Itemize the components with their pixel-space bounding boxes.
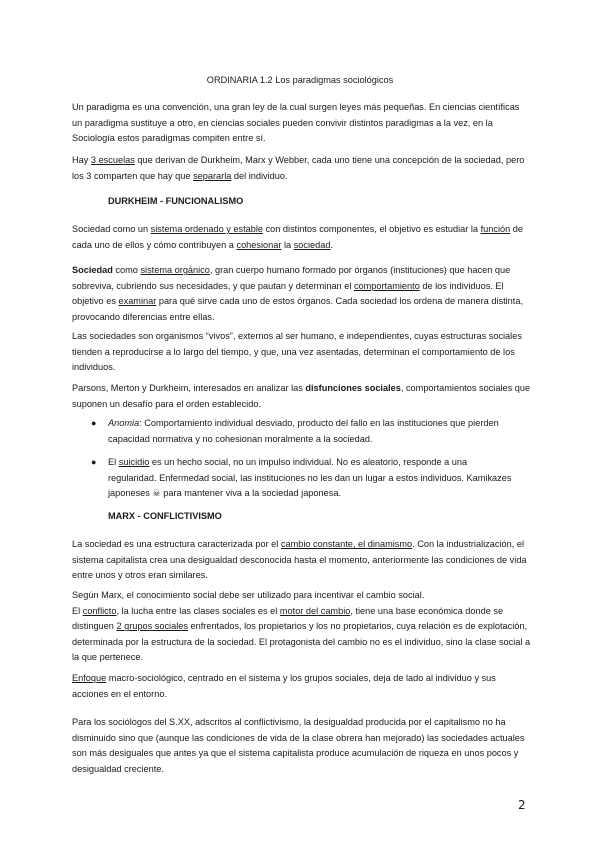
paragraph-enfoque: Enfoque macro-sociológico, centrado en el sistema y los grupos sociales, deja de lado al individuo y sus acciones en el entorno. <box>72 673 496 699</box>
paragraph-sistema-organico: Sociedad como sistema orgánico, gran cuerpo humano formado por órganos (instituciones) que hacen que sobreviva, cubriendo sus necesidades, y que pautan y determinan el comportamiento de los individuos. El objetivo es examinar para qué sirve cada uno de estos órganos. Cada sociedad los ordena de manera distinta, provocando diferencias entre ellas. <box>72 265 523 322</box>
bullet-icon: ● <box>91 457 97 467</box>
bullet-icon: ● <box>91 418 97 428</box>
paragraph-organismos-vivos: Las sociedades son organismos “vivos”, externos al ser humano, e independientes, cuyas estructuras sociales tienden a reproducirse a lo largo del tiempo, y que, una vez asentadas, determinan el comportamiento de los individuos. <box>72 331 522 373</box>
paragraph-conflicto: Según Marx, el conocimiento social debe ser utilizado para incentivar el cambio social. El conflicto, la lucha entre las clases sociales es el motor del cambio, tiene una base económica donde se distinguen 2 grupos sociales enfrentados, los propietarios y los no propietarios, cuya relación es de explotación, determinada por la estructura de la sociedad. El protagonista del cambio no es el individuo, sino la clase social a la que pertenece. <box>72 590 531 663</box>
paragraph-siglo-xx: Para los sociólogos del S.XX, adscritos al conflictivismo, la desigualdad producida por el capitalismo no ha disminuido sino que (aunque las condiciones de vida de la clase obrera han mejorado) las sociedades actuales son más desiguales que antes ya que el sistema capitalista produce acumulación de riqueza en unos pocos y desigualdad creciente. <box>72 717 525 774</box>
paragraph-paradigma: Un paradigma es una convención, una gran ley de la cual surgen leyes más pequeñas. En ciencias científicas un paradigma sustituye a otro, en ciencias sociales pueden convivir distintos paradigmas a la vez, en la Sociología estos paradigmas compiten entre sí. <box>72 102 520 144</box>
paragraph-sociedad-sistema: Sociedad como un sistema ordenado y estable con distintos componentes, el objetivo es estudiar la función de cada uno de ellos y cómo contribuyen a cohesionar la sociedad. <box>72 224 523 250</box>
heading-durkheim: DURKHEIM - FUNCIONALISMO <box>108 196 244 206</box>
page-number: 2 <box>518 798 526 812</box>
list-item-anomia: Anomia: Comportamiento individual desviado, producto del fallo en las instituciones que pierden capacidad normativa y no cohesionan moralmente a la sociedad. <box>108 418 499 444</box>
heading-marx: MARX - CONFLICTIVISMO <box>108 511 222 521</box>
skull-icon: ☠ <box>152 488 161 499</box>
paragraph-cambio-constante: La sociedad es una estructura caracterizada por el cambio constante, el dinamismo. Con la industrialización, el sistema capitalista crea una desigualdad desconocida hasta el momento, anteriormente las condiciones de vida entre unos y otros eran similares. <box>72 539 527 581</box>
paragraph-escuelas: Hay 3 escuelas que derivan de Durkheim, Marx y Webber, cada uno tiene una concepción de la sociedad, pero los 3 comparten que hay que separarla del individuo. <box>72 155 525 181</box>
list-item-suicidio: El suicidio es un hecho social, no un impulso individual. No es aleatorio, responde a una regularidad. Enfermedad social, las instituciones no les dan un lugar a estos individuos. Kamikazes japoneses ☠ para mantener viva a la sociedad japonesa. <box>108 457 512 499</box>
page-title: ORDINARIA 1.2 Los paradigmas sociológicos <box>206 75 394 85</box>
paragraph-disfunciones: Parsons, Merton y Durkheim, interesados en analizar las disfunciones sociales, comportamientos sociales que suponen un desafío para el orden establecido. <box>72 383 531 409</box>
